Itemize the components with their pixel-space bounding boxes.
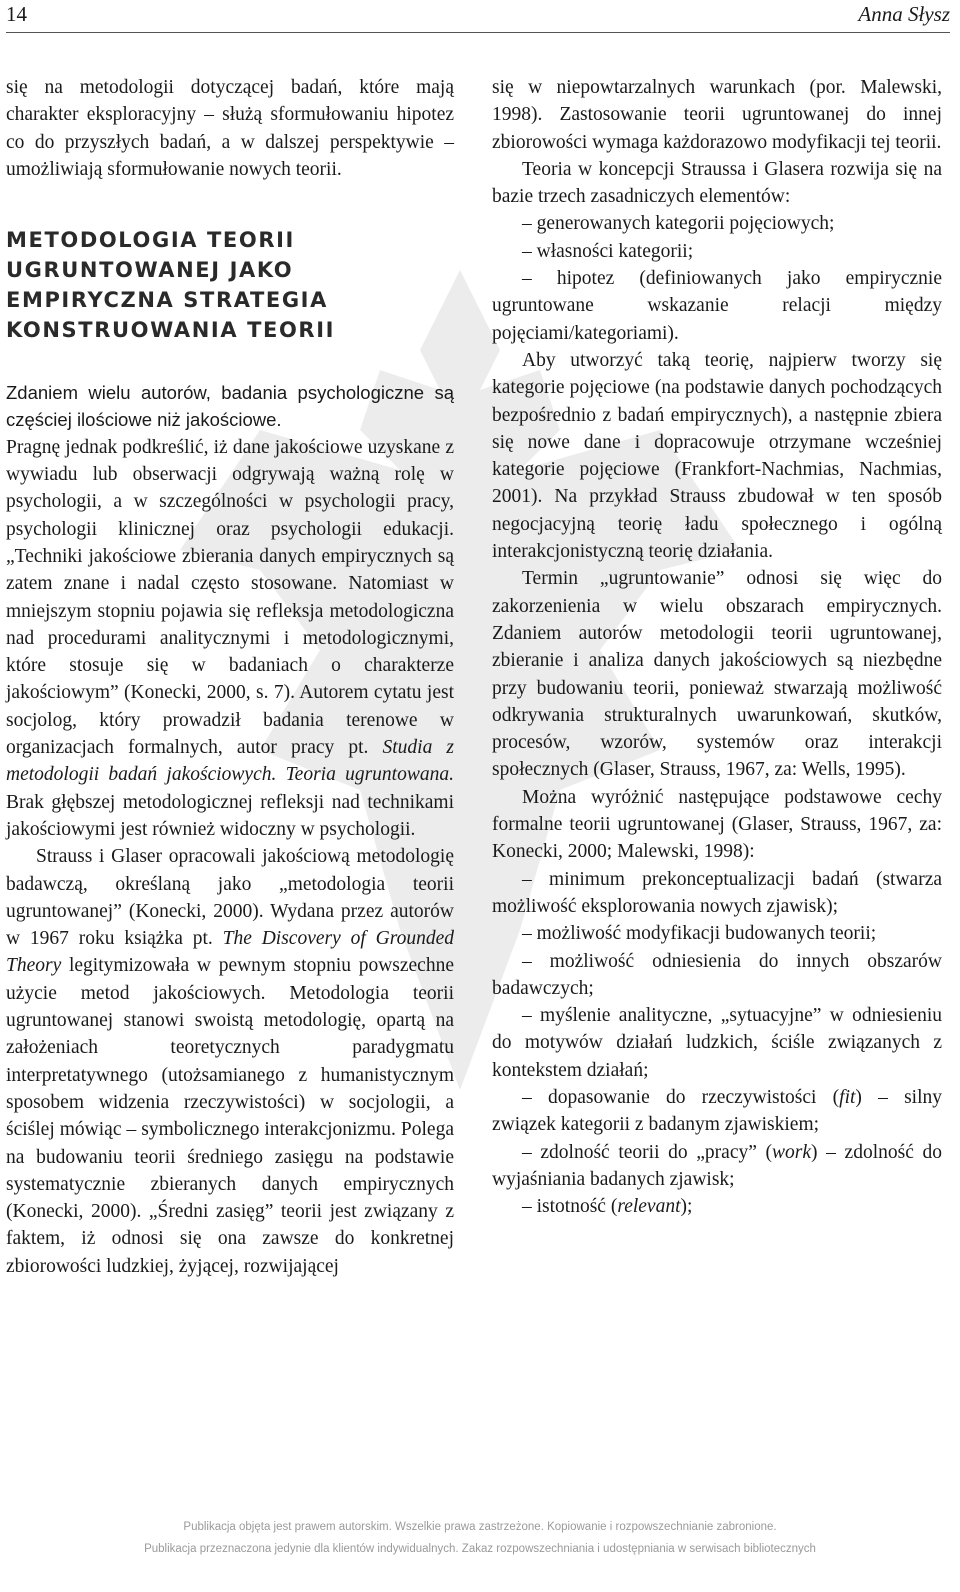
- paragraph-continued: się w niepowtarzalnych warunkach (por. Malewski, 1998). Zastosowanie teorii ugruntowanej do innej zbiorowości wymaga każdorazowo modyfikacji tej teorii.: [492, 77, 942, 153]
- text-run: Strauss i Glaser opracowali jakościową metodologię badawczą, określaną jako „metodologia teorii ugruntowanej” (Konecki, 2000). Wydana przez autorów w 1967 roku książka pt.: [6, 846, 454, 950]
- list-item: [492, 1193, 942, 1220]
- list-item: [492, 1084, 942, 1139]
- page-header: [6, 2, 950, 33]
- heading-line: UGRUNTOWANEJ JAKO: [6, 258, 294, 283]
- term: relevant: [617, 1196, 681, 1218]
- paragraph: Można wyróżnić następujące podstawowe cechy formalne teorii ugruntowanej (Glaser, Strauss, 1967, za: Konecki, 2000; Malewski, 1998):: [492, 786, 942, 863]
- list-item: – własności kategorii;: [522, 240, 694, 262]
- lead-paragraph: Zdaniem wielu autorów, badania psychologiczne są częściej ilościowe niż jakościowe.: [6, 382, 454, 431]
- text-run: legitymizowała w pewnym stopniu powszechne użycie metod jakościowych. Metodologia teorii ugruntowanej stanowi swoistą metodologię, opartą na założeniach teoretycznych paradygmatu interpretatywnego (utożsamianego z humanistycznym sposobem widzenia rzeczywistości) w socjologii, a ściślej mówiąc – symbolicznego interakcjonizmu. Polega na budowaniu teorii średniego zasięgu na podstawie systematycznie zbieranych danych empirycznych (Konecki, 2000). „Średni zasięg” teorii jest związany z faktem, iż odnosi się ona zawsze do konkretnej zbiorowości ludzkiej, żyjącej, rozwijającej: [6, 955, 454, 1277]
- list-item: – hipotez (definiowanych jako empirycznie ugruntowane wskazanie relacji między pojęciami/kategoriami).: [492, 268, 942, 344]
- list-item: – generowanych kategorii pojęciowych;: [522, 213, 835, 235]
- copyright-footer: [0, 1516, 960, 1560]
- text-run: – dopasowanie do rzeczywistości (: [522, 1086, 840, 1108]
- list-item: – możliwość modyfikacji budowanych teorii;: [522, 923, 877, 945]
- right-column: [492, 74, 942, 1220]
- paragraph: Termin „ugruntowanie” odnosi się więc do zakorzenienia w wielu obszarach empirycznych. Zdaniem autorów metodologii teorii ugruntowanej, zbieranie i analiza danych jakościowych są niezbędne przy budowaniu teorii, ponieważ stwarzają możliwość odkrywania strukturalnych uwarunkowań, skutków, procesów, wzorów, systemów oraz interakcji społecznych (Glaser, Strauss, 1967, za: Wells, 1995).: [492, 568, 942, 781]
- page-number: 14: [6, 2, 27, 26]
- paragraph-intro: się na metodologii dotyczącej badań, które mają charakter eksploracyjny – służą sformułowaniu hipotez co do przyszłych badań, a w dalszej perspektywie – umożliwiają sformułowanie nowych teorii.: [6, 77, 454, 180]
- paragraph: Aby utworzyć taką teorię, najpierw tworzy się kategorie pojęciowe (na podstawie danych pochodzących bezpośrednio z badań empirycznych), a następnie zbiera się nowe dane i dopracowuje otrzymane wcześniej kategorie pojęciowe (Frankfort-Nachmias, Nachmias, 2001). Na przykład Strauss zbudował w ten sposób negocjacyjną teorię ładu społecznego i ogólną interakcjonistyczną teorię działania.: [492, 349, 942, 563]
- copyright-line: Publikacja objęta jest prawem autorskim. Wszelkie prawa zastrzeżone. Kopiowanie i rozpowszechnianie zabronione.: [183, 1521, 777, 1533]
- text-run: – zdolność teorii do „pracy” (: [522, 1141, 773, 1163]
- book-title: The Discovery of Grounded Theory: [6, 928, 454, 977]
- paragraph: [6, 434, 454, 843]
- book-title: Studia z metodologii badań jakościowych. Teoria ugruntowana.: [6, 737, 454, 786]
- text-run: ) – silny związek kategorii z badanym zjawiskiem;: [492, 1086, 942, 1136]
- heading-line: EMPIRYCZNA STRATEGIA: [6, 288, 328, 313]
- text-run: );: [680, 1196, 693, 1218]
- list-item: – myślenie analityczne, „sytuacyjne” w odniesieniu do motywów działań ludzkich, ściśle związanych z kontekstem działań;: [492, 1005, 942, 1081]
- text-run: ) – zdolność do wyjaśniania badanych zjawisk;: [492, 1141, 943, 1190]
- list-item: – minimum prekonceptualizacji badań (stwarza możliwość eksplorowania nowych zjawisk);: [492, 868, 942, 917]
- text-run: – istotność (: [522, 1196, 618, 1218]
- list-item: [492, 1139, 942, 1194]
- text-run: Pragnę jednak podkreślić, iż dane jakościowe uzyskane z wywiadu lub obserwacji odgrywają ważną rolę w psychologii, a w szczególności w psychologii pracy, psychologii klinicznej oraz psychologii edukacji. „Techniki jakościowe zbierania danych empirycznych są zatem znane i nadal często stosowane. Natomiast w mniejszym stopniu pojawia się refleksja metodologiczna nad procedurami analitycznymi i metodologicznymi, które stosuje się w badaniach o charakterze jakościowym” (Konecki, 2000, s. 7). Autorem cytatu jest socjolog, który prowadził badania terenowe w organizacjach formalnych, autor pracy pt.: [6, 436, 454, 759]
- section-heading: [6, 225, 454, 345]
- copyright-line: Publikacja przeznaczona jedynie dla klientów indywidualnych. Zakaz rozpowszechniania i udostępniania w serwisach bibliotecznych: [144, 1543, 816, 1555]
- term: work: [772, 1141, 812, 1163]
- list-item: – możliwość odniesienia do innych obszarów badawczych;: [492, 950, 942, 999]
- left-column: [6, 74, 454, 1280]
- running-head-author: Anna Słysz: [858, 2, 950, 26]
- paragraph: [6, 843, 454, 1280]
- text-run: Brak głębszej metodologicznej refleksji nad technikami jakościowymi jest również widoczny w psychologii.: [6, 791, 454, 840]
- heading-line: KONSTRUOWANIA TEORII: [6, 318, 336, 343]
- heading-line: METODOLOGIA TEORII: [6, 228, 295, 253]
- paragraph: Teoria w koncepcji Straussa i Glasera rozwija się na bazie trzech zasadniczych elementów:: [492, 158, 942, 208]
- term: fit: [839, 1086, 856, 1108]
